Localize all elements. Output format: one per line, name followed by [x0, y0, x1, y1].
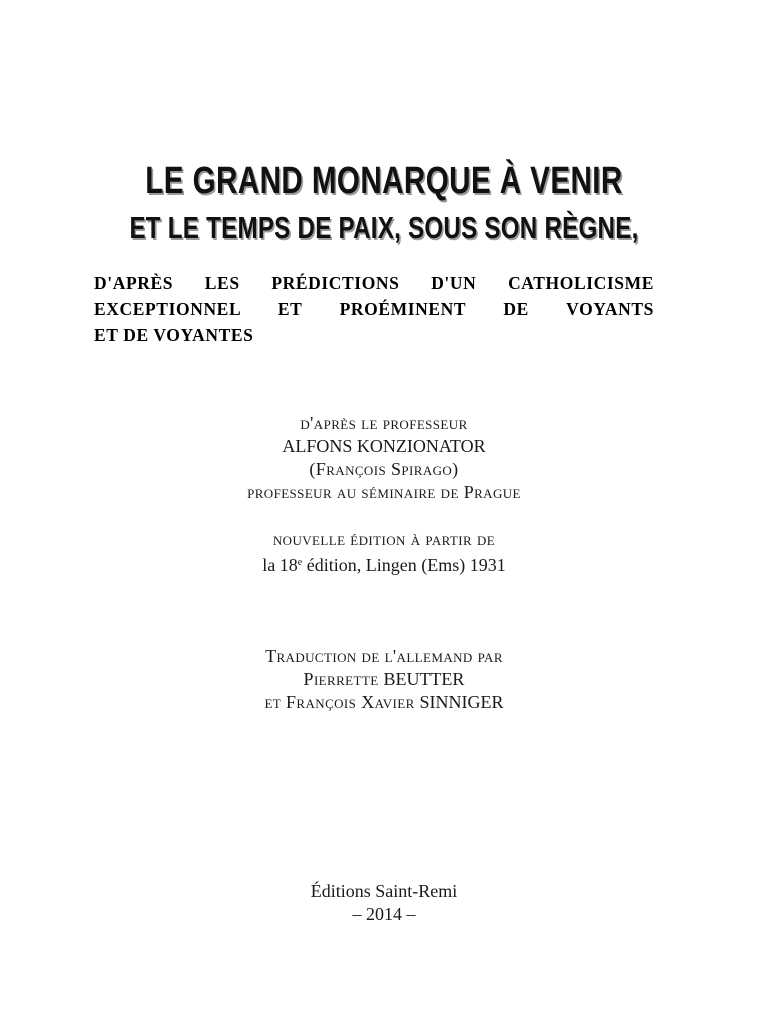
- subtitle-line-1: D'APRÈS LES PRÉDICTIONS D'UN CATHOLICISME: [94, 273, 654, 293]
- author-role: professeur au séminaire de Prague: [247, 482, 521, 502]
- publication-year: – 2014 –: [352, 904, 416, 924]
- author-name: ALFONS KONZIONATOR: [282, 436, 486, 456]
- author-intro: d'après le professeur: [300, 413, 468, 433]
- translator-1-first-name: Pierrette: [303, 669, 384, 689]
- edition-line-2: [0, 551, 768, 577]
- translator-1-surname: BEUTTER: [383, 669, 465, 689]
- edition-suffix: édition, Lingen (Ems) 1931: [302, 555, 506, 575]
- translation-line-1: Traduction de l'allemand par: [265, 646, 503, 666]
- subtitle-block: [94, 270, 654, 348]
- edition-line-1: nouvelle édition à partir de: [272, 529, 496, 549]
- subtitle-line-3: ET DE VOYANTES: [94, 325, 254, 345]
- translator-2-surname: SINNIGER: [419, 692, 504, 712]
- edition-prefix: la 18: [262, 555, 298, 575]
- edition-block: [0, 528, 768, 577]
- translator-2: [0, 691, 768, 714]
- author-pseudonym: (François Spirago): [309, 459, 459, 479]
- translator-2-first-name: et François Xavier: [264, 692, 420, 712]
- edition-superscript: e: [297, 557, 303, 568]
- subtitle-line-2: EXCEPTIONNEL ET PROÉMINENT DE VOYANTS: [94, 299, 654, 319]
- author-block: [0, 412, 768, 504]
- main-title-line-2: ET LE TEMPS DE PAIX, SOUS SON RÈGNE,: [129, 210, 639, 245]
- translator-1: [0, 668, 768, 691]
- publisher-block: [0, 880, 768, 926]
- publisher-name: Éditions Saint-Remi: [310, 881, 458, 901]
- translation-block: [0, 645, 768, 714]
- main-title: LE GRAND MONARQUE À VENIR: [145, 160, 623, 202]
